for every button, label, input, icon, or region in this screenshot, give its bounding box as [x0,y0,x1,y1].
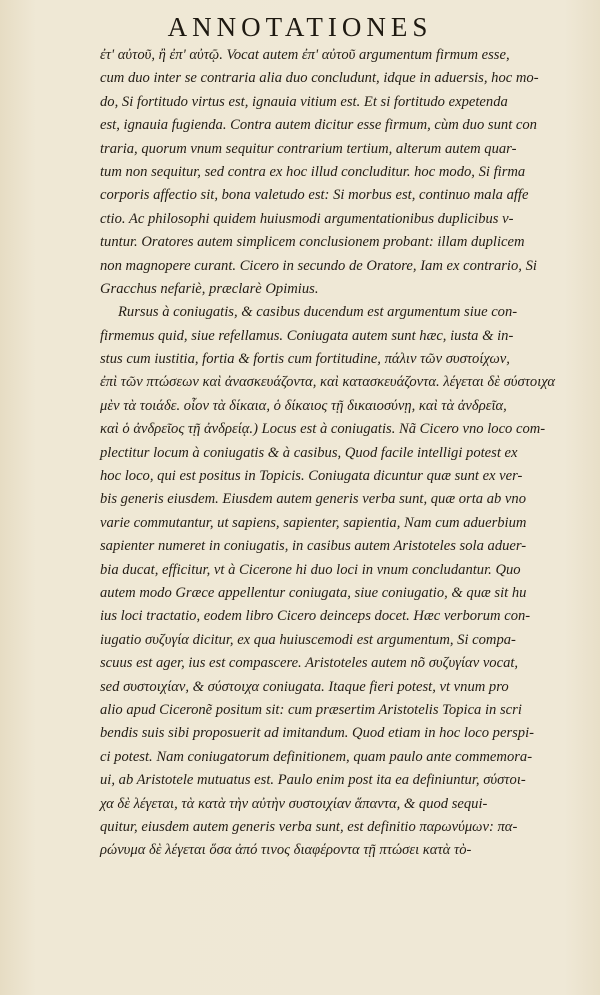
text-line: quitur, eiusdem autem generis verba sunt, est definitio παρωνύμων: πα- [100,818,518,835]
text-line: do, Si fortitudo virtus est, ignauia vitium est. Et si fortitudo expetenda [100,93,508,110]
text-line: hoc loco, qui est positus in Topicis. Coniugata dicuntur quæ sunt ex ver- [100,468,523,485]
text-line: bis generis eiusdem. Eiusdem autem generis verba sunt, quæ orta ab vno [100,491,527,508]
text-line: tum non sequitur, sed contra ex hoc illud concluditur. hoc modo, Si firma [100,163,526,180]
text-line: bendis suis sibi proposuerit ad imitandum. Quod etiam in hoc loco perspi- [100,725,535,742]
text-line: μὲν τὰ τοιάδε. οἷον τὰ δίκαια, ὁ δίκαιος τῇ δικαιοσύνῃ, καὶ τὰ ἀνδρεῖα, [100,397,507,414]
text-line: ἐτ' αὐτοῦ, ἢ ἐπ' αὐτῷ. Vocat autem ἐπ' αὐτοῦ argumentum firmum esse, [100,47,510,63]
text-line: scuus est ager, ius est compascere. Aristoteles autem nõ συζυγίαν vocat, [100,655,519,672]
body-text [100,44,574,863]
text-line: ui, ab Aristotele mutuatus est. Paulo enim post ita ea definiuntur, σύστοι- [100,772,526,789]
text-line: sapienter numeret in coniugatis, in casibus autem Aristoteles sola aduer- [100,538,527,555]
text-line: ci potest. Nam coniugatorum definitionem, quam paulo ante commemora- [100,748,533,765]
text-line: autem modo Græce appellentur coniugata, siue coniugatio, & quæ sit hu [100,584,527,601]
running-head: ANNOTATIONES [167,12,433,42]
text-line: καὶ ὁ ἀνδρεῖος τῇ ἀνδρείᾳ.) Locus est à coniugatis. Nã Cicero vno loco com- [100,421,546,438]
text-line: sed συστοιχίαν, & σύστοιχα coniugata. Itaque fieri potest, vt vnum pro [100,678,509,695]
text-line: tuntur. Oratores autem simplicem conclusionem probant: illam duplicem [100,234,525,251]
text-line: est, ignauia fugienda. Contra autem dicitur esse firmum, cùm duo sunt con [100,117,537,134]
text-line: alio apud Ciceronẽ positum sit: cum præsertim Aristotelis Topica in scri [100,701,522,718]
text-line: varie commutantur, ut sapiens, sapienter, sapientia, Nam cum aduerbium [100,514,527,531]
text-line: ctio. Ac philosophi quidem huiusmodi argumentationibus duplicibus v- [100,210,514,227]
text-line: Gracchus nefariè, præclarè Opimius. [100,280,319,297]
text-line: ius loci tractatio, eodem libro Cicero deinceps docet. Hæc verborum con- [100,608,531,625]
text-line: cum duo inter se contraria alia duo concludunt, idque in aduersis, hoc mo- [100,70,539,87]
text-line: plectitur locum à coniugatis & à casibus, Quod facile intelligi potest ex [100,444,518,461]
paragraph-start-line: Rursus à coniugatis, & casibus ducendum est argumentum siue con- [118,304,518,321]
text-line: traria, quorum vnum sequitur contrarium tertium, alterum autem quar- [100,140,517,157]
text-line: χα δὲ λέγεται, τὰ κατὰ τὴν αὐτὴν συστοιχίαν ἅπαντα, & quod sequi- [100,795,488,812]
text-line: bia ducat, efficitur, vt à Cicerone hi duo loci in vnum concludantur. Quo [100,561,521,578]
text-line: ἐπὶ τῶν πτώσεων καὶ ἀνασκευάζοντα, καὶ κατασκευάζοντα. λέγεται δὲ σύστοιχα [100,374,556,391]
text-line: iugatio συζυγία dicitur, ex qua huiuscemodi est argumentum, Si compa- [100,631,516,648]
text-line: stus cum iustitia, fortia & fortis cum fortitudine, πάλιν τῶν συστοίχων, [100,351,510,368]
text-line: ρώνυμα δὲ λέγεται ὅσα ἀπό τινος διαφέροντα τῇ πτώσει κατὰ τὸ- [100,842,472,859]
text-line: non magnopere curant. Cicero in secundo de Oratore, Iam ex contrario, Si [100,257,537,274]
text-line: corporis affectio sit, bona valetudo est: Si morbus est, continuo mala affe [100,187,529,204]
text-line: firmemus quid, siue refellamus. Coniugata autem sunt hæc, iusta & in- [100,327,514,344]
